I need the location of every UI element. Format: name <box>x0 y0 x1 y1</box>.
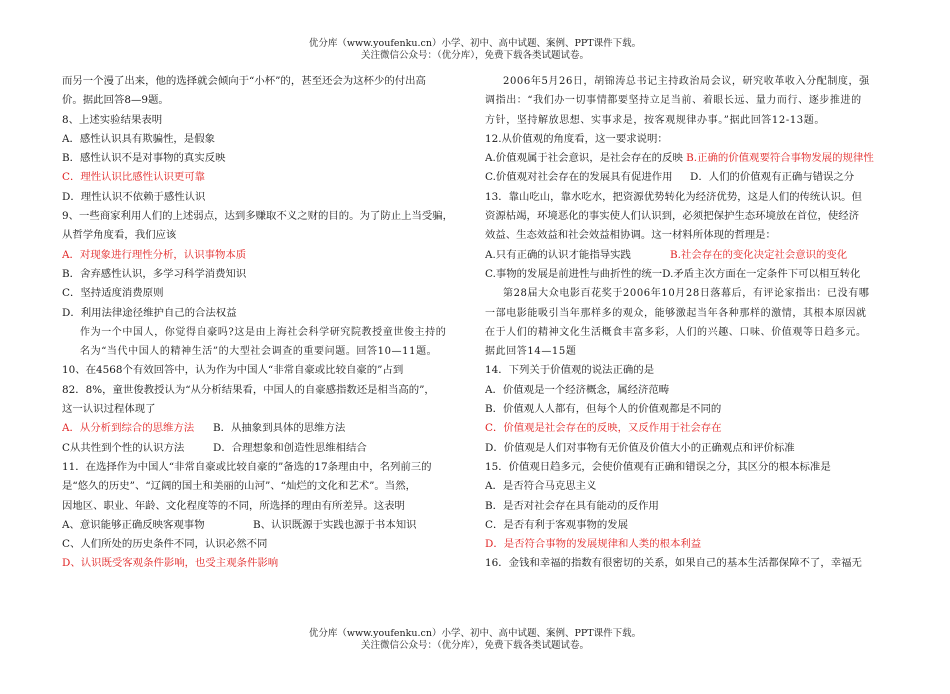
material-paragraph: 一部电影能吸引当年那样多的观众，能够激起当年各种那样的激情，其根本原因就 <box>485 307 867 319</box>
page-header <box>0 38 950 62</box>
material-paragraph: 作为一个中国人，你觉得自豪吗?这是由上海社会科学研究院教授童世俊主持的 <box>80 326 447 338</box>
question-12: 12.从价值观的角度看，这一要求说明： <box>485 132 668 145</box>
option-11d-answer: D、认识既受客观条件影响，也受主观条件影响 <box>62 557 279 570</box>
header-line-2: 关注微信公众号：（优分库），免费下载各类试题试卷。 <box>360 50 589 61</box>
material-paragraph: 2006年5月26日，胡锦涛总书记主持政治局会议，研究收革收入分配制度，强 <box>503 76 870 87</box>
option-14b: B．价值观人人都有，但每个人的价值观都是不同的 <box>485 403 722 416</box>
option-8a: A．感性认识具有欺骗性，是假象 <box>62 132 215 145</box>
option-8d: D．理性认识不依赖于感性认识 <box>62 190 206 203</box>
text-line: 而另一个漫了出来，他的选择就会倾向于“小杯”的，甚至还会为这杯少的付出高 <box>62 75 426 87</box>
question-11-cont: 是“悠久的历史”、“辽阔的国土和美丽的山河”、“灿烂的文化和艺术”。当然， <box>62 480 416 493</box>
option-14a: A．价值观是一个经济概念，属经济范畴 <box>485 383 670 396</box>
question-15: 15．价值观日趋多元，会使价值观有正确和错误之分，其区分的根本标准是 <box>485 460 831 473</box>
question-13: 13．靠山吃山，靠水吃水，把资源优势转化为经济优势，这是人们的传统认识。但 <box>485 190 862 203</box>
left-column <box>62 72 482 574</box>
option-12c: C.价值观对社会存在的发展具有促进作用 <box>485 171 673 184</box>
option-10b: B．从抽象到具体的思维方法 <box>213 422 346 435</box>
question-16: 16．金钱和幸福的指数有很密切的关系，如果自己的基本生活都保障不了，幸福无 <box>485 557 862 570</box>
material-paragraph: 调指出：“我们办一切事情都要坚持立足当前、着眼长远、量力而行、逐步推进的 <box>485 95 862 107</box>
option-12d: D．人们的价值观有正确与错误之分 <box>690 171 855 184</box>
material-paragraph: 第28届大众电影百花奖于2006年10月28日落幕后，有评论家指出：已没有哪 <box>503 288 870 300</box>
option-8b: B．感性认识不是对事物的真实反映 <box>62 152 226 165</box>
material-paragraph: 据此回答14—15题 <box>485 346 577 358</box>
question-13-cont: 资源枯竭，环境恶化的事实使人们认识到，必须把保护生态环境放在首位，使经济 <box>485 210 860 223</box>
option-15a: A．是否符合马克思主义 <box>485 480 597 493</box>
option-10a-answer: A．从分析到综合的思维方法 <box>62 422 195 435</box>
option-15d-answer: D．是否符合事物的发展规律和人类的根本利益 <box>485 538 702 551</box>
question-13-cont: 效益、生态效益和社会效益相协调。这一材料所体现的哲理是： <box>485 229 776 242</box>
option-9c: C．坚持适度消费原则 <box>62 287 164 300</box>
question-11-cont: 因地区、职业、年龄、文化程度等的不同，所选择的理由有所差异。这表明 <box>62 499 405 512</box>
option-12a: A.价值观属于社会意识，是社会存在的反映 <box>485 152 683 165</box>
footer-line-2: 关注微信公众号：（优分库），免费下载各类试题试卷。 <box>360 640 589 651</box>
header-line-1: 优分库（www.youfenku.cn）小学、初中、高中试题、案例、PPT课件下载。 <box>308 38 642 49</box>
question-10-cont: 82．8%，童世俊教授认为“从分析结果看，中国人的自豪感指数还是相当高的”， <box>62 383 435 396</box>
option-10d: D．合理想象和创造性思维相结合 <box>213 441 367 454</box>
option-11a: A、意识能够正确反映客观事物 <box>62 518 205 531</box>
option-11b: B、认识既源于实践也源于书本知识 <box>253 518 417 531</box>
question-10-cont: 这一认识过程体现了 <box>62 403 156 416</box>
option-12b-answer: B.正确的价值观要符合事物发展的规律性 <box>686 152 874 165</box>
material-paragraph: 名为“当代中国人的精神生活”的大型社会调查的重要问题。回答10—11题。 <box>80 346 438 358</box>
question-9: 9、一些商家利用人们的上述弱点，达到多赚取不义之财的目的。为了防止上当受骗， <box>62 210 454 223</box>
question-9-cont: 从哲学角度看，我们应该 <box>62 229 177 242</box>
material-paragraph: 在于人们的精神文化生活概食丰富多彩，人们的兴趣、口味、价值观等日趋多元。 <box>485 326 867 338</box>
option-13c-d: C.事物的发展是前进性与曲折性的统一D.矛盾主次方面在一定条件下可以相互转化 <box>485 267 861 280</box>
material-paragraph: 方针，坚持解放思想、实事求是，按客观规律办事。”据此回答12-13题。 <box>485 114 825 126</box>
option-9b: B．舍弃感性认识，多学习科学消费知识 <box>62 267 247 280</box>
footer-line-1: 优分库（www.youfenku.cn）小学、初中、高中试题、案例、PPT课件下载。 <box>308 628 642 639</box>
right-column <box>485 72 905 574</box>
option-9d: D．利用法律途径维护自己的合法权益 <box>62 306 237 319</box>
option-14d: D．价值观是人们对事物有无价值及价值大小的正确观点和评价标准 <box>485 441 795 454</box>
option-11c: C、人们所处的历史条件不同，认识必然不同 <box>62 538 268 551</box>
option-15b: B．是否对社会存在具有能动的反作用 <box>485 499 659 512</box>
option-15c: C．是否有利于客观事物的发展 <box>485 518 629 531</box>
question-11: 11．在选择作为中国人“非常自豪或比较自豪的”备选的17条理由中，名列前三的 <box>62 460 432 473</box>
text-line: 价。据此回答8—9题。 <box>62 94 169 107</box>
page-footer <box>0 628 950 652</box>
option-9a-answer: A．对现象进行理性分析，认识事物本质 <box>62 248 247 261</box>
question-8: 8、上述实验结果表明 <box>62 113 163 126</box>
question-10: 10、在4568个有效回答中，认为作为中国人“非常自豪或比较自豪的”占到 <box>62 364 404 377</box>
option-10c: C从共性到个性的认识方法 <box>62 441 185 454</box>
option-13a: A.只有正确的认识才能指导实践 <box>485 248 631 261</box>
option-8c-answer: C．理性认识比感性认识更可靠 <box>62 171 206 184</box>
option-13b-answer: B.社会存在的变化决定社会意识的变化 <box>670 248 848 261</box>
question-14: 14．下列关于价值观的说法正确的是 <box>485 364 655 377</box>
option-14c-answer: C．价值观是社会存在的反映，又反作用于社会存在 <box>485 422 722 435</box>
